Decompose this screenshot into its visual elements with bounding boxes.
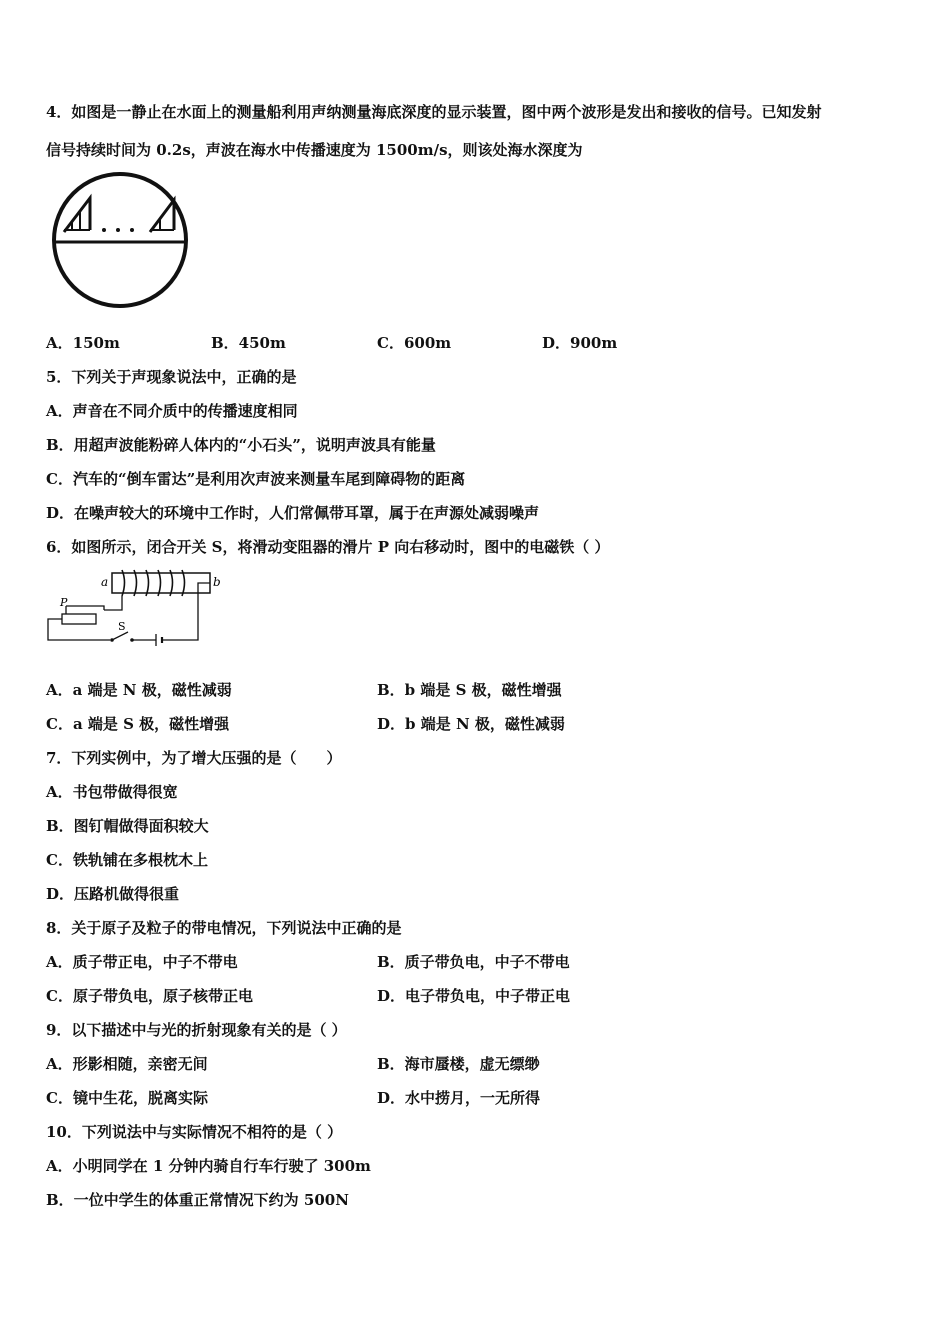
q4-stem-line1: 4．如图是一静止在水面上的测量船利用声纳测量海底深度的显示装置，图中两个波形是发出和接收的信号。已知发射 [46,103,822,121]
q8-stem: 8．关于原子及粒子的带电情况，下列说法中正确的是 [46,919,402,937]
q8-option-d: D．电子带负电，中子带正电 [377,987,571,1005]
q6-option-d: D．b 端是 N 极，磁性减弱 [377,715,565,733]
q9-option-d: D．水中捞月，一无所得 [377,1089,541,1107]
q6-option-b: B．b 端是 S 极，磁性增强 [377,681,562,699]
q6-stem: 6．如图所示，闭合开关 S，将滑动变阻器的滑片 P 向右移动时，图中的电磁铁（ ） [46,538,610,556]
label-b: b [213,575,221,589]
q8-option-b: B．质子带负电，中子不带电 [377,953,570,971]
q7-stem: 7．下列实例中，为了增大压强的是（ ） [46,749,342,767]
q7-option-b: B．图钉帽做得面积较大 [46,817,209,835]
q9-option-b: B．海市蜃楼，虚无缥缈 [377,1055,540,1073]
q5-option-b: B．用超声波能粉碎人体内的“小石头”，说明声波具有能量 [46,436,436,454]
q5-option-c: C．汽车的“倒车雷达”是利用次声波来测量车尾到障碍物的距离 [46,470,466,488]
q4-stem-line2: 信号持续时间为 0.2s，声波在海水中传播速度为 1500m/s，则该处海水深度为 [46,141,583,159]
q4-option-a: A．150m [46,334,120,352]
q10-option-a: A．小明同学在 1 分钟内骑自行车行驶了 300m [46,1157,371,1175]
q4-option-b: B．450m [211,334,286,352]
q5-option-a: A．声音在不同介质中的传播速度相同 [46,402,298,420]
electromagnet-circuit-figure [44,568,224,650]
q10-stem: 10．下列说法中与实际情况不相符的是（ ） [46,1123,343,1141]
label-s: S [118,620,126,633]
q8-option-c: C．原子带负电，原子核带正电 [46,987,253,1005]
q4-option-d: D．900m [542,334,618,352]
q9-option-a: A．形影相随，亲密无间 [46,1055,208,1073]
q9-stem: 9．以下描述中与光的折射现象有关的是（ ） [46,1021,347,1039]
q7-option-d: D．压路机做得很重 [46,885,180,903]
q6-option-c: C．a 端是 S 极，磁性增强 [46,715,230,733]
q7-option-a: A．书包带做得很宽 [46,783,178,801]
q9-option-c: C．镜中生花，脱离实际 [46,1089,208,1107]
q7-option-c: C．铁轨铺在多根枕木上 [46,851,208,869]
q5-option-d: D．在噪声较大的环境中工作时，人们常佩带耳罩，属于在声源处减弱噪声 [46,504,540,522]
q6-option-a: A．a 端是 N 极，磁性减弱 [46,681,232,699]
label-a: a [101,575,109,589]
label-p: P [60,596,68,609]
q4-option-c: C．600m [377,334,452,352]
q10-option-b: B．一位中学生的体重正常情况下约为 500N [46,1191,349,1209]
sonar-display-figure [50,172,192,310]
q8-option-a: A．质子带正电，中子不带电 [46,953,238,971]
q5-stem: 5．下列关于声现象说法中，正确的是 [46,368,297,386]
